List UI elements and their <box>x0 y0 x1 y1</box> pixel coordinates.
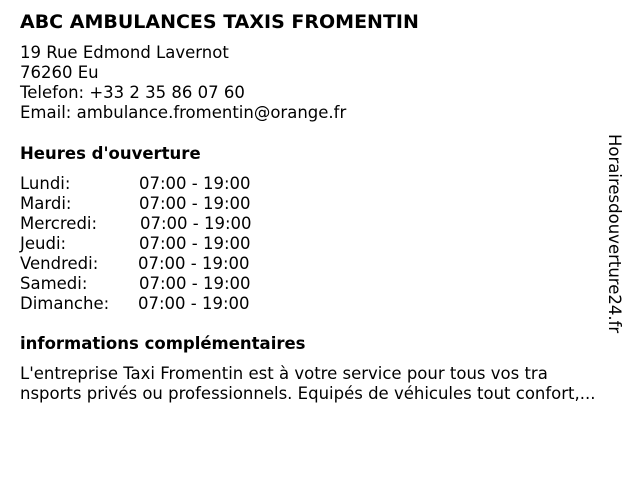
address-street: 19 Rue Edmond Lavernot <box>20 43 229 62</box>
phone-number: Telefon: +33 2 35 86 07 60 <box>20 83 245 102</box>
contact-block <box>20 43 346 123</box>
hours-day: Samedi: <box>20 274 88 293</box>
hours-row-saturday <box>20 274 280 294</box>
hours-time: 07:00 - 19:00 <box>139 274 251 293</box>
hours-day: Vendredi: <box>20 254 99 273</box>
business-name: ABC AMBULANCES TAXIS FROMENTIN <box>20 11 419 33</box>
email-address: Email: ambulance.fromentin@orange.fr <box>20 103 347 122</box>
hours-row-thursday <box>20 234 280 254</box>
info-line: nsports privés ou professionnels. Equipés de véhicules tout confort,... <box>20 384 596 403</box>
address-city: 76260 Eu <box>20 63 99 82</box>
hours-day: Mercredi: <box>20 214 98 233</box>
hours-row-tuesday <box>20 194 280 214</box>
opening-hours-table <box>20 174 280 314</box>
hours-row-sunday <box>20 294 280 314</box>
hours-row-wednesday <box>20 214 280 234</box>
hours-time: 07:00 - 19:00 <box>140 214 252 233</box>
hours-time: 07:00 - 19:00 <box>139 174 251 193</box>
info-line: L'entreprise Taxi Fromentin est à votre service pour tous vos tra <box>20 364 548 383</box>
hours-time: 07:00 - 19:00 <box>138 294 250 313</box>
hours-time: 07:00 - 19:00 <box>139 194 251 213</box>
hours-time: 07:00 - 19:00 <box>139 234 251 253</box>
info-heading: informations complémentaires <box>20 334 306 353</box>
hours-time: 07:00 - 19:00 <box>138 254 250 273</box>
hours-row-friday <box>20 254 280 274</box>
hours-day: Lundi: <box>20 174 71 193</box>
hours-day: Mardi: <box>20 194 72 213</box>
hours-row-monday <box>20 174 280 194</box>
hours-day: Dimanche: <box>20 294 110 313</box>
hours-day: Jeudi: <box>20 234 67 253</box>
site-watermark: Horairesdouverture24.fr <box>605 134 624 334</box>
hours-heading: Heures d'ouverture <box>20 144 201 163</box>
info-description <box>20 364 596 404</box>
